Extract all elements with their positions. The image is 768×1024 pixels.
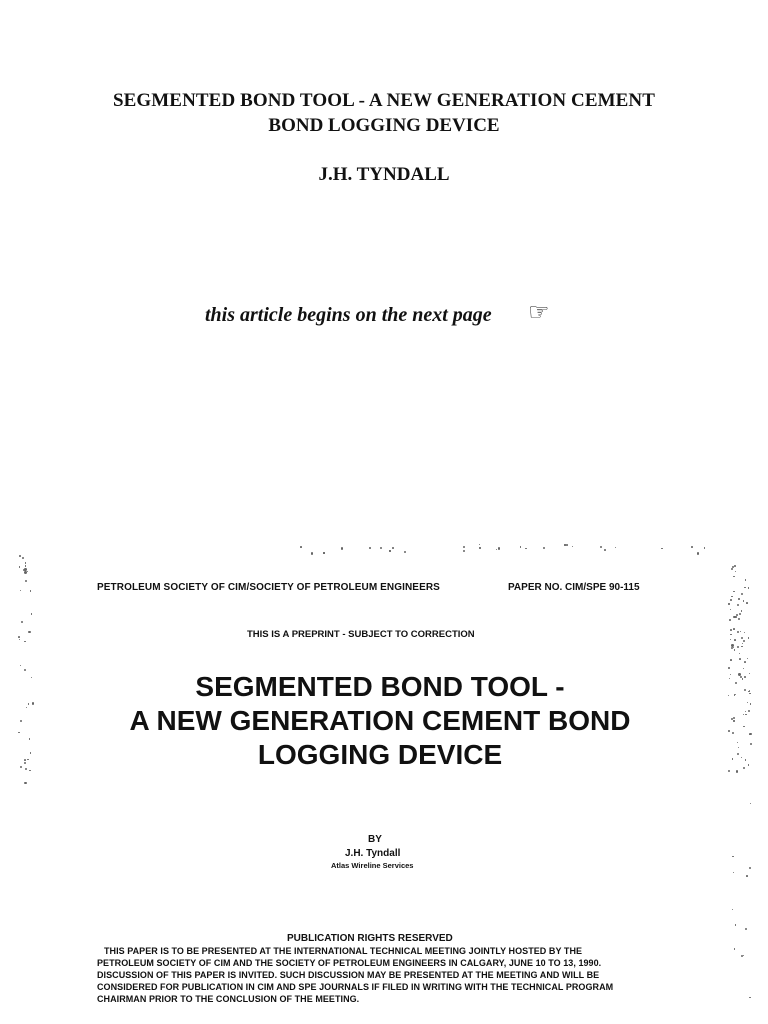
scan-speck [733, 872, 735, 874]
scan-speck [479, 544, 480, 545]
scan-speck [572, 546, 573, 547]
scan-speck [19, 639, 21, 641]
scan-speck [732, 909, 733, 910]
scan-speck [323, 552, 324, 553]
scan-speck [728, 603, 729, 604]
scan-speck [731, 644, 733, 646]
scan-speck [22, 557, 24, 559]
scan-speck [27, 571, 29, 573]
scan-speck [30, 590, 31, 591]
scan-speck [566, 544, 568, 546]
scan-speck [25, 565, 27, 567]
scan-speck [697, 552, 699, 554]
scan-speck [704, 547, 705, 548]
scan-speck [738, 598, 740, 600]
cover-title-line-2: BOND LOGGING DEVICE [268, 115, 500, 136]
scan-speck [28, 631, 30, 633]
scan-speck [733, 720, 734, 721]
scan-speck [19, 566, 20, 567]
scan-speck [743, 640, 745, 642]
scan-speck [18, 636, 20, 638]
rights-text-line: CONSIDERED FOR PUBLICATION IN CIM AND SPE JOURNALS IF FILED IN WRITING WITH THE TECHNICAL PROGRAM [97, 982, 614, 992]
scan-speck [496, 549, 497, 550]
scan-speck [748, 764, 750, 766]
scan-speck [735, 924, 737, 926]
scan-speck [728, 770, 730, 772]
scan-speck [392, 547, 394, 549]
scan-speck [744, 661, 746, 663]
scan-speck [733, 616, 736, 619]
author-affiliation: Atlas Wireline Services [331, 861, 414, 870]
scan-speck [311, 552, 313, 554]
scan-speck [615, 547, 617, 549]
scan-speck [21, 621, 23, 623]
scan-speck [19, 555, 21, 557]
scan-speck [731, 596, 733, 598]
scan-speck [543, 547, 545, 549]
scan-speck [731, 568, 733, 570]
scan-speck [739, 613, 741, 615]
pointing-hand-icon: ☞ [528, 300, 550, 326]
scan-speck [743, 668, 744, 669]
scan-speck [27, 759, 28, 760]
scan-speck [740, 631, 741, 632]
rights-heading: PUBLICATION RIGHTS RESERVED [287, 933, 453, 944]
scan-speck [29, 738, 31, 740]
scan-speck [25, 580, 27, 582]
paper-number: PAPER NO. CIM/SPE 90-115 [508, 582, 640, 593]
paper-title-line-2: A NEW GENERATION CEMENT BOND [129, 705, 631, 736]
scan-speck [742, 678, 743, 679]
scan-speck [728, 730, 730, 732]
scan-speck [32, 702, 34, 704]
scan-speck [604, 549, 606, 551]
scan-speck [737, 646, 739, 648]
scan-speck [747, 658, 748, 659]
scan-speck [744, 632, 745, 633]
scan-speck [737, 604, 739, 606]
scan-speck [564, 544, 565, 545]
scan-speck [745, 714, 746, 715]
scan-speck [748, 587, 750, 589]
scan-speck [728, 667, 730, 669]
scan-speck [733, 576, 735, 578]
scan-speck [463, 546, 465, 548]
scan-speck [520, 546, 521, 547]
scan-speck [746, 875, 748, 877]
scan-speck [732, 856, 734, 858]
scan-speck [25, 562, 26, 563]
scan-speck [341, 547, 343, 549]
cover-author: J.H. TYNDALL [318, 164, 450, 185]
scan-speck [30, 752, 31, 753]
scan-speck [525, 548, 526, 549]
scan-speck [732, 732, 734, 734]
scan-speck [691, 546, 693, 548]
scan-speck [745, 928, 747, 930]
scan-speck [404, 551, 406, 553]
rights-text-line: DISCUSSION OF THIS PAPER IS INVITED. SUCH DISCUSSION MAY BE PRESENTED AT THE MEETING AND WILL BE [97, 970, 600, 980]
scan-speck [300, 546, 302, 548]
scan-speck [730, 629, 732, 631]
scan-speck [25, 768, 27, 770]
rights-text-line: CHAIRMAN PRIOR TO THE CONCLUSION OF THE MEETING. [97, 994, 360, 1004]
scan-speck [738, 618, 740, 620]
scan-speck [463, 550, 465, 552]
scan-speck [24, 782, 26, 784]
scan-speck [20, 720, 22, 722]
scan-speck [380, 547, 382, 549]
scan-speck [18, 732, 20, 734]
scan-speck [730, 634, 731, 635]
scan-speck [735, 571, 736, 572]
scan-speck [734, 565, 736, 567]
preprint-note: THIS IS A PREPRINT - SUBJECT TO CORRECTION [247, 629, 475, 640]
scan-speck [748, 637, 749, 638]
scan-speck [739, 653, 740, 654]
scan-speck [29, 770, 31, 772]
scan-speck [730, 609, 731, 610]
scan-speck [743, 600, 744, 601]
scan-speck [737, 742, 738, 743]
scan-speck [369, 547, 371, 549]
scan-speck [742, 643, 743, 644]
paper-author: J.H. Tyndall [345, 848, 401, 859]
scan-speck [600, 546, 602, 548]
scan-speck [737, 753, 739, 755]
society-line: PETROLEUM SOCIETY OF CIM/SOCIETY OF PETROLEUM ENGINEERS [97, 582, 440, 593]
scan-speck [20, 665, 22, 667]
cover-title-line-1: SEGMENTED BOND TOOL - A NEW GENERATION CEMENT [112, 90, 656, 111]
scan-speck [389, 550, 390, 551]
scan-speck [750, 803, 751, 804]
scan-speck [749, 867, 751, 869]
scan-speck [745, 579, 747, 581]
cover-next-page-note: this article begins on the next page [205, 304, 492, 326]
rights-text-line: THIS PAPER IS TO BE PRESENTED AT THE INTERNATIONAL TECHNICAL MEETING JOINTLY HOSTED BY THE [104, 946, 583, 956]
paper-title-line-3: LOGGING DEVICE [257, 739, 503, 770]
scan-speck [743, 726, 744, 727]
scan-speck [498, 547, 500, 549]
scan-speck [733, 591, 735, 593]
scan-speck [734, 639, 736, 641]
scan-speck [738, 673, 740, 675]
scan-speck [741, 757, 742, 758]
scan-speck [749, 733, 751, 735]
scan-speck [744, 676, 746, 678]
scan-speck [730, 599, 732, 601]
scan-speck [729, 619, 731, 621]
scan-speck [744, 587, 746, 589]
by-label: BY [368, 834, 382, 845]
scan-speck [733, 647, 734, 648]
scan-speck [750, 703, 751, 704]
rights-text-line: PETROLEUM SOCIETY OF CIM AND THE SOCIETY OF PETROLEUM ENGINEERS IN CALGARY, JUNE 10 TO 13, 1990. [97, 958, 602, 968]
scan-speck [741, 610, 743, 612]
scan-speck [743, 955, 744, 956]
scan-speck [746, 602, 748, 604]
scan-speck [739, 658, 741, 660]
scan-speck [749, 997, 750, 998]
scan-speck [733, 628, 735, 630]
scan-speck [31, 613, 32, 614]
scan-speck [741, 646, 742, 647]
scan-speck [20, 590, 21, 591]
paper-title-line-1: SEGMENTED BOND TOOL - [195, 671, 565, 702]
scan-speck [24, 641, 26, 643]
scan-speck [741, 593, 743, 595]
scan-speck [24, 568, 26, 570]
scan-speck [734, 649, 736, 651]
scan-speck [743, 714, 744, 715]
scan-speck [734, 948, 735, 949]
scan-speck [731, 647, 733, 649]
scan-speck [736, 770, 738, 772]
scan-speck [730, 639, 731, 640]
scan-speck [20, 766, 22, 768]
scan-speck [730, 659, 732, 661]
scan-speck [479, 547, 480, 548]
scan-speck [661, 548, 662, 549]
